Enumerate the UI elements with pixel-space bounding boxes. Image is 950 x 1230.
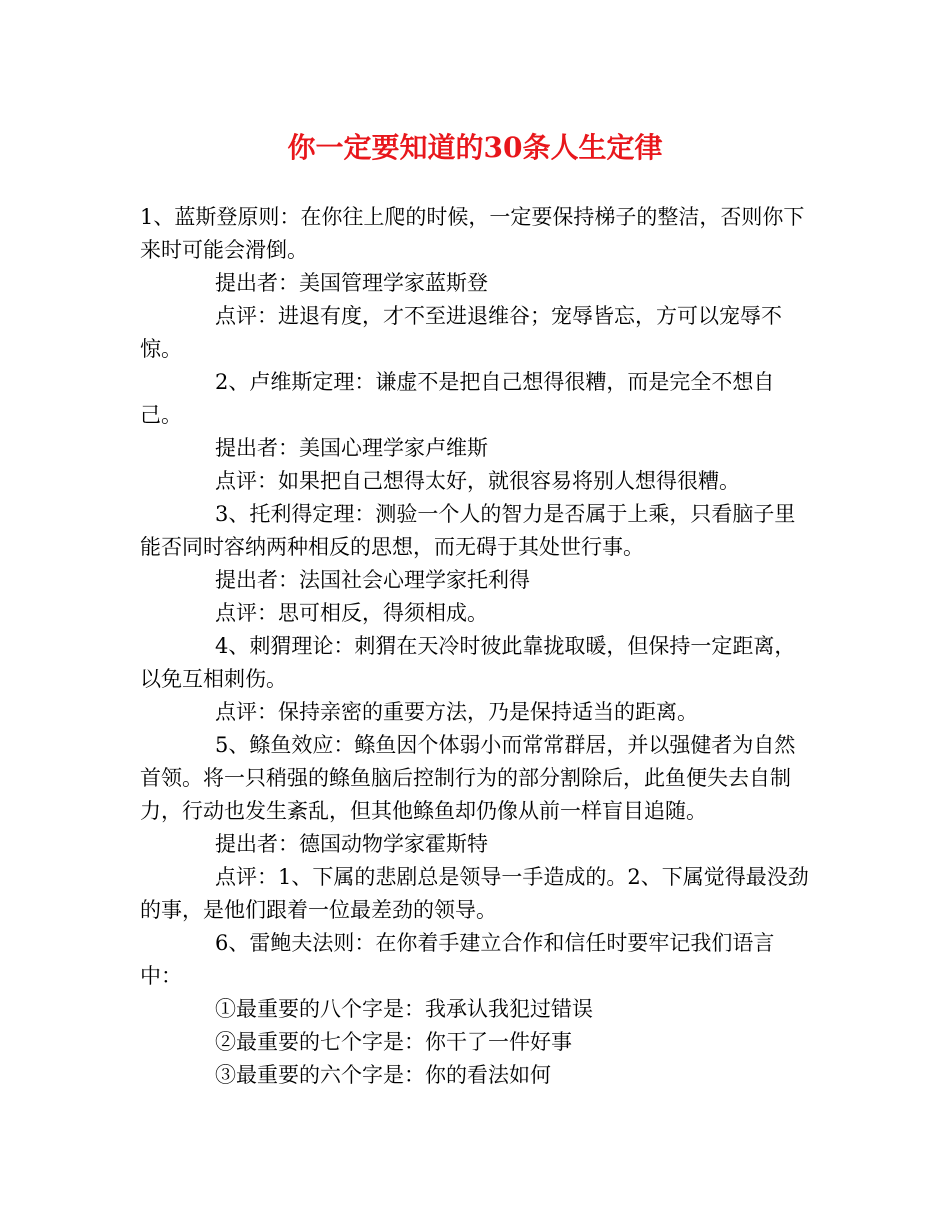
paragraph: 点评：如果把自己想得太好，就很容易将别人想得很糟。 (215, 469, 740, 493)
paragraph: 点评：思可相反，得须相成。 (215, 601, 488, 625)
document-title: 你一定要知道的30条人生定律 (287, 131, 663, 164)
paragraph: 2、卢维斯定理：谦虚不是把自己想得很糟，而是完全不想自己。 (140, 370, 775, 427)
paragraph: ③最重要的六个字是：你的看法如何 (215, 1063, 551, 1087)
paragraph: 点评：进退有度，才不至进退维谷；宠辱皆忘，方可以宠辱不惊。 (140, 304, 782, 361)
paragraph: 点评：1、下属的悲剧总是领导一手造成的。2、下属觉得最没劲的事，是他们跟着一位最差劲的领导。 (140, 865, 809, 922)
paragraph: 3、托利得定理：测验一个人的智力是否属于上乘，只看脑子里能否同时容纳两种相反的思想，而无碍于其处世行事。 (140, 502, 796, 559)
document-body (140, 201, 812, 1092)
paragraph: 提出者：法国社会心理学家托利得 (215, 568, 530, 592)
paragraph: ②最重要的七个字是：你干了一件好事 (215, 1030, 572, 1054)
paragraph: ①最重要的八个字是：我承认我犯过错误 (215, 997, 593, 1021)
paragraph: 1、蓝斯登原则：在你往上爬的时候，一定要保持梯子的整洁，否则你下来时可能会滑倒。 (140, 205, 805, 262)
paragraph: 4、刺猬理论：刺猬在天冷时彼此靠拢取暖，但保持一定距离，以免互相刺伤。 (140, 634, 796, 691)
paragraph: 点评：保持亲密的重要方法，乃是保持适当的距离。 (215, 700, 698, 724)
paragraph: 提出者：美国管理学家蓝斯登 (215, 271, 488, 295)
paragraph: 5、鲦鱼效应：鲦鱼因个体弱小而常常群居，并以强健者为自然首领。将一只稍强的鲦鱼脑后控制行为的部分割除后，此鱼便失去自制力，行动也发生紊乱，但其他鲦鱼却仍像从前一样盲目追随。 (140, 733, 796, 823)
paragraph: 提出者：美国心理学家卢维斯 (215, 436, 488, 460)
paragraph: 提出者：德国动物学家霍斯特 (215, 832, 488, 856)
paragraph: 6、雷鲍夫法则：在你着手建立合作和信任时要牢记我们语言中： (140, 931, 775, 988)
